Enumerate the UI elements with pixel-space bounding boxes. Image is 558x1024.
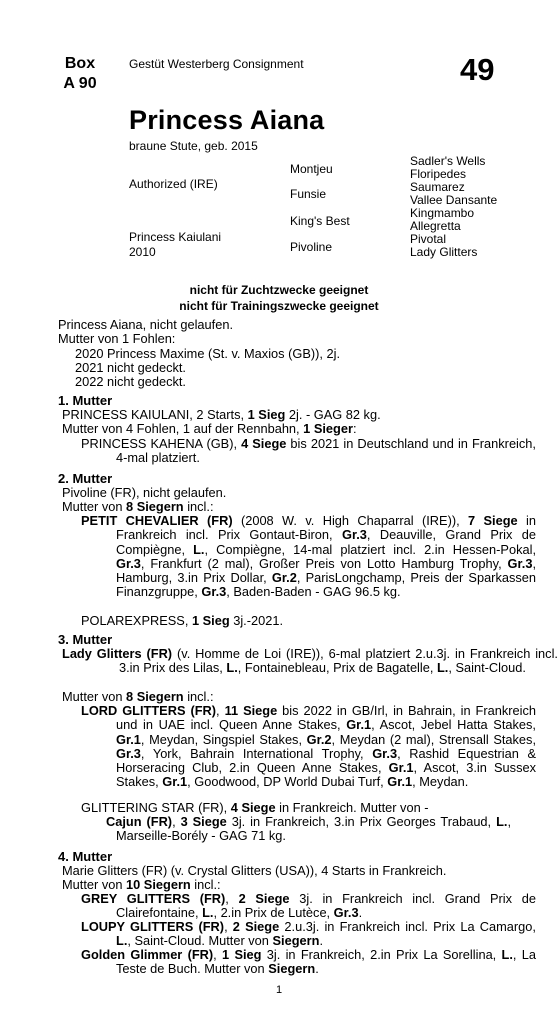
section-1-offspring: Mutter von 4 Fohlen, 1 auf der Rennbahn, 1 Sieger: xyxy=(62,421,357,436)
pedigree-grandparent: King's Best xyxy=(290,214,350,228)
horse-name: Princess Aiana xyxy=(129,105,325,135)
section-2-winner-polarexpress: POLAREXPRESS, 1 Sieg 3j.-2021. xyxy=(81,613,284,628)
pedigree-grandparent: Funsie xyxy=(290,187,327,201)
section-2-winner-petit-chevalier: PETIT CHEVALIER (FR) (2008 W. v. High Chaparral (IRE)), 7 Siege in Frankreich incl. Prix Gontaut-Biron, Gr.3, Deauville, Grand Prix de Compiègne, L., Compiègne, 14-mal platziert incl. 2.in Hessen-Pokal, Gr.3, Frankfurt (2 mal), Großer Preis von Lotto Hamburg Trophy, Gr.3, Hamburg, 3.in Prix Dollar, Gr.2, ParisLongchamp, Preis der Sparkassen Finanzgruppe, Gr.3, Baden-Baden - GAG 96.5 kg. xyxy=(81,513,537,600)
section-3-offspring: Mutter von 8 Siegern incl.: xyxy=(62,689,214,704)
notice-breeding: nicht für Zuchtzwecke geeignet xyxy=(189,283,369,297)
pedigree-dam: Princess Kaiulani xyxy=(129,230,222,244)
pedigree-sire: Authorized (IRE) xyxy=(129,177,218,191)
section-4-winner-grey-glitters: GREY GLITTERS (FR), 2 Siege 3j. in Frankreich incl. Grand Prix de Clairefontaine, L., 2.in Prix de Lutèce, Gr.3. xyxy=(81,891,536,921)
section-2-title: 2. Mutter xyxy=(58,471,113,486)
lot-number: 49 xyxy=(460,52,495,87)
section-2-dam: Pivoline (FR), nicht gelaufen. xyxy=(62,485,227,500)
pedigree-great-grandparents: Sadler's Wells Floripedes Saumarez Vallee Dansante Kingmambo Allegretta Pivotal Lady Glitters xyxy=(410,154,498,259)
pedigree-grandparent: Montjeu xyxy=(290,162,333,176)
section-3-winner-glittering-star: GLITTERING STAR (FR), 4 Siege in Frankreich. Mutter von - xyxy=(81,800,429,815)
pedigree-dam-year: 2010 xyxy=(129,245,156,259)
section-4-title: 4. Mutter xyxy=(58,849,113,864)
section-3-winner-cajun: Cajun (FR), 3 Siege 3j. in Frankreich, 3.in Prix Georges Trabaud, L., Marseille-Borély - GAG 71 kg. xyxy=(106,814,511,844)
section-3-winner-lord-glitters: LORD GLITTERS (FR), 11 Siege bis 2022 in GB/Irl, in Bahrain, in Frankreich und in UAE incl. Queen Anne Stakes, Gr.1, Ascot, Jebel Hatta Stakes, Gr.1, Meydan, Singspiel Stakes, Gr.2, Meydan (2 mal), Strensall Stakes, Gr.3, York, Bahrain International Trophy, Gr.3, Rashid Equestrian & Horseracing Club, 2.in Queen Anne Stakes, Gr.1, Ascot, 3.in Sussex Stakes, Gr.1, Goodwood, DP World Dubai Turf, Gr.1, Meydan. xyxy=(81,703,537,790)
section-1-dam: PRINCESS KAIULANI, 2 Starts, 1 Sieg 2j. - GAG 82 kg. xyxy=(62,407,381,422)
consignor: Gestüt Westerberg Consignment xyxy=(129,57,304,71)
section-1-title: 1. Mutter xyxy=(58,393,113,408)
notice-training: nicht für Trainingszwecke geeignet xyxy=(179,299,379,313)
section-3-title: 3. Mutter xyxy=(58,632,113,647)
section-4-winner-golden-glimmer: Golden Glimmer (FR), 1 Sieg 3j. in Frankreich, 2.in Prix La Sorellina, L., La Teste de Buch. Mutter von Siegern. xyxy=(81,947,536,977)
section-4-winner-loupy-glitters: LOUPY GLITTERS (FR), 2 Siege 2.u.3j. in Frankreich incl. Prix La Camargo, L., Saint-Cloud. Mutter von Siegern. xyxy=(81,919,536,949)
section-2-offspring: Mutter von 8 Siegern incl.: xyxy=(62,499,214,514)
intro-block: Princess Aiana, nicht gelaufen. Mutter von 1 Fohlen: 2020 Princess Maxime (St. v. Maxios (GB)), 2j. 2021 nicht gedeckt. 2022 nicht gedeckt. xyxy=(58,317,341,390)
horse-description: braune Stute, geb. 2015 xyxy=(129,139,258,153)
section-3-dam: Lady Glitters (FR) (v. Homme de Loi (IRE)), 6-mal platziert 2.u.3j. in Frankreich incl. 3.in Prix des Lilas, L., Fontainebleau, Prix de Bagatelle, L., Saint-Cloud. xyxy=(62,646,558,676)
section-1-winner: PRINCESS KAHENA (GB), 4 Siege bis 2021 in Deutschland und in Frankreich, 4-mal platziert. xyxy=(81,436,536,466)
page-number: 1 xyxy=(275,984,283,996)
box-label: Box A 90 xyxy=(63,55,97,92)
section-4-dam: Marie Glitters (FR) (v. Crystal Glitters (USA)), 4 Starts in Frankreich. xyxy=(62,863,447,878)
section-4-offspring: Mutter von 10 Siegern incl.: xyxy=(62,877,221,892)
pedigree-grandparent: Pivoline xyxy=(290,240,333,254)
